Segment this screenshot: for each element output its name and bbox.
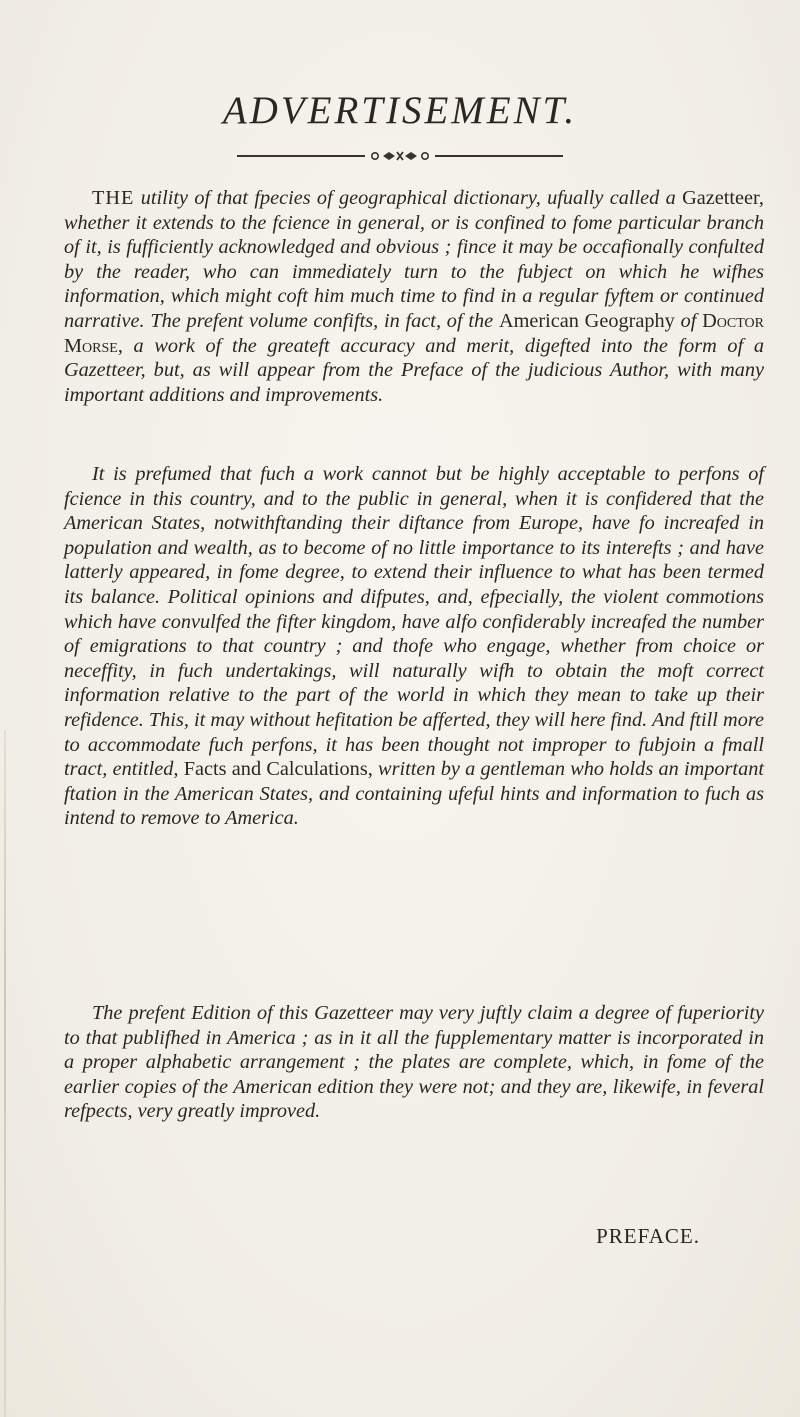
paragraph-2-text-a: It is prefumed that fuch a work cannot but be highly acceptable to perfons of fcience in this country, and to the public in general, when it is confidered that the American States, notwithftanding their diftance from Europe, have fo increafed in population and wealth, as to become of no little importance to its interefts ; and have latterly appeared, in fome degree, to extend their influence to what has been termed its balance. Political opinions and difputes, and, efpecially, the violent commotions which have convulfed the fifter kingdom, have alfo confiderably increafed the number of emigrations to that country ; and thofe who engage, whether from choice or neceffity, in fuch undertakings, will naturally wifh to obtain the moft correct information relative to the part of the world in which they mean to take up their refidence. This, it may without hefitation be afferted, they will here find. And ftill more to accommodate fuch perfons, it has been thought not improper to fubjoin a fmall tract, entitled, xyxy=(64,463,764,781)
paragraph-1-author-name: Doctor Morse, xyxy=(64,309,764,357)
paragraph-2-tract-title-b: Calculations, xyxy=(266,758,373,781)
paragraph-3 xyxy=(64,1001,764,1124)
paragraph-1-book-title: American Geography xyxy=(498,309,675,332)
ornament-rule-left xyxy=(237,155,365,157)
ornament-knot-icon xyxy=(367,150,433,162)
paragraph-1 xyxy=(64,186,764,407)
ornament-rule-right xyxy=(435,155,563,157)
paragraph-1-text-d: a work of the greateft accuracy and merit, digefted into the form of a Gazetteer, but, as will appear from the Preface of the judicious Author, with many important additions and improvements. xyxy=(64,334,764,406)
catchword: PREFACE. xyxy=(596,1224,700,1248)
paragraph-2-text-b: written by a gentleman who holds an important ftation in the American States, and containing ufeful hints and information to fuch as intend to remove to America. xyxy=(64,758,764,830)
paragraph-1-text-b: whether it extends to the fcience in general, or is confined to fome particular branch of it, is fufficiently acknowledged and obvious ; fince it may be occafionally confulted by the reader, who can immediately turn to the fubject on which he wifhes information, which might coft him much time to find in a regular fyftem or continued narrative. The prefent volume confifts, in fact, of the xyxy=(64,211,764,332)
paragraph-1-text-a: utility of that fpecies of geographical dictionary, ufually called a xyxy=(134,187,683,209)
paragraph-1-term-gazetteer: Gazetteer, xyxy=(682,187,764,209)
paragraph-2-tract-title-a: Facts xyxy=(183,758,227,781)
paragraph-1-text-c: of xyxy=(674,309,703,332)
page-edge-shadow xyxy=(4,730,6,1417)
paragraph-2 xyxy=(64,462,764,831)
paragraph-3-text: The prefent Edition of this Gazetteer may very juftly claim a degree of fuperiority to that publifhed in America ; as in it all the fupplementary matter is incorporated in a proper alphabetic arrangement ; the plates are complete, which, in fome of the earlier copies of the American edition they were not; and they are, likewife, in feveral refpects, very greatly improved. xyxy=(64,1002,764,1123)
paragraph-1-opening: THE xyxy=(92,187,135,209)
paragraph-2-tract-title-and: and xyxy=(226,758,267,781)
ornamental-rule xyxy=(237,150,563,162)
page-heading: ADVERTISEMENT. xyxy=(222,89,578,132)
